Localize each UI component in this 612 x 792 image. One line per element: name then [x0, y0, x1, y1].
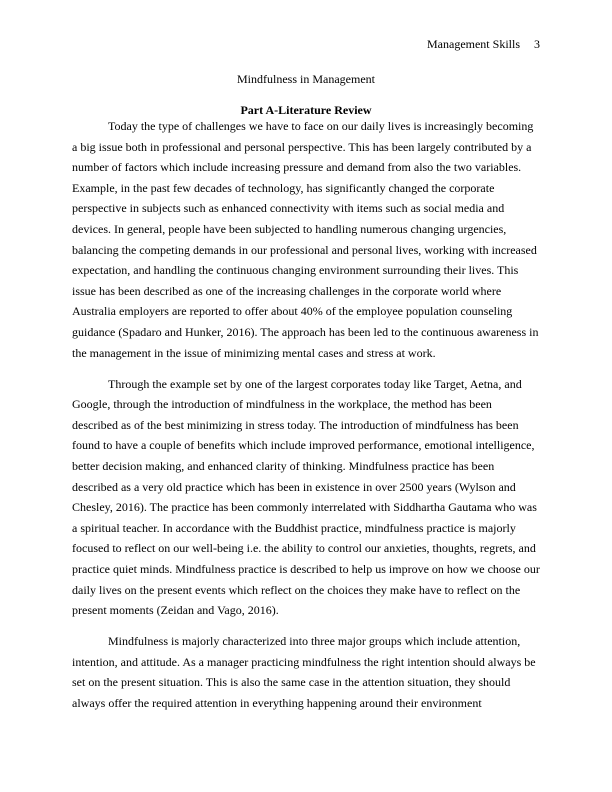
text-line: always offer the required attention in everything happening around their environment — [72, 696, 482, 711]
text-line: the management in the issue of minimizing mental cases and stress at work. — [72, 345, 436, 360]
text-line: Australia employers are reported to offer about 40% of the employee population counseling — [72, 304, 513, 319]
text-line: devices. In general, people have been subjected to handling numerous changing urgencies, — [72, 221, 507, 236]
document-body — [72, 116, 540, 724]
document-title: Mindfulness in Management — [237, 72, 375, 86]
text-line: focused to reflect on our well-being i.e. the ability to control our anxieties, thoughts, regrets, and — [72, 541, 536, 556]
text-line: guidance (Spadaro and Hunker, 2016). The approach has been led to the continuous awareness in — [72, 324, 539, 339]
text-line: balancing the competing demands in our professional and personal lives, working with increased — [72, 242, 537, 257]
page-number: 3 — [534, 37, 540, 51]
text-line: Through the example set by one of the largest corporates today like Target, Aetna, and — [108, 376, 522, 391]
paragraph-1 — [72, 116, 540, 363]
text-line: daily lives on the present events which reflect on the choices they make have to reflect on the — [72, 582, 521, 597]
text-line: present moments (Zeidan and Vago, 2016). — [72, 603, 279, 618]
paragraph-2 — [72, 374, 540, 621]
text-line: intention, and attitude. As a manager practicing mindfulness the right intention should always be — [72, 654, 536, 669]
text-line: Example, in the past few decades of technology, has significantly changed the corporate — [72, 180, 495, 195]
text-line: Mindfulness is majorly characterized into three major groups which include attention, — [108, 634, 521, 649]
text-line: Today the type of challenges we have to face on our daily lives is increasingly becoming — [108, 119, 534, 133]
text-line: number of factors which include increasing pressure and demand from also the two variables. — [72, 160, 522, 175]
text-line: Chesley, 2016). The practice has been commonly interrelated with Siddhartha Gautama who was — [72, 500, 537, 515]
text-line: better decision making, and enhanced clarity of thinking. Mindfulness practice has been — [72, 459, 495, 473]
text-line: Google, through the introduction of mindfulness in the workplace, the method has been — [72, 397, 492, 412]
text-line: a spiritual teacher. In accordance with the Buddhist practice, mindfulness practice is majorly — [72, 520, 516, 535]
running-title: Management Skills — [427, 37, 520, 51]
text-line: described as a very old practice which has been in existence in over 2500 years (Wylson and — [72, 479, 516, 494]
text-line: found to have a couple of benefits which include improved performance, emotional intelligence, — [72, 438, 535, 453]
text-line: expectation, and handling the continuous changing environment surrounding their lives. This — [72, 263, 519, 278]
text-line: practice quiet minds. Mindfulness practice is described to help us improve on how we choose our — [72, 561, 540, 576]
text-line: set on the present situation. This is also the same case in the attention situation, they should — [72, 675, 511, 690]
section-heading: Part A-Literature Review — [240, 103, 372, 117]
text-line: perspective in subjects such as enhanced connectivity with items such as social media and — [72, 201, 505, 216]
text-line: a big issue both in professional and personal perspective. This has been largely contributed by a — [72, 139, 532, 154]
text-line: issue has been described as one of the increasing challenges in the corporate world where — [72, 283, 502, 298]
running-header — [427, 37, 540, 51]
paragraph-3 — [72, 631, 540, 713]
text-line: described as of the best minimizing in stress today. The introduction of mindfulness has been — [72, 417, 519, 432]
